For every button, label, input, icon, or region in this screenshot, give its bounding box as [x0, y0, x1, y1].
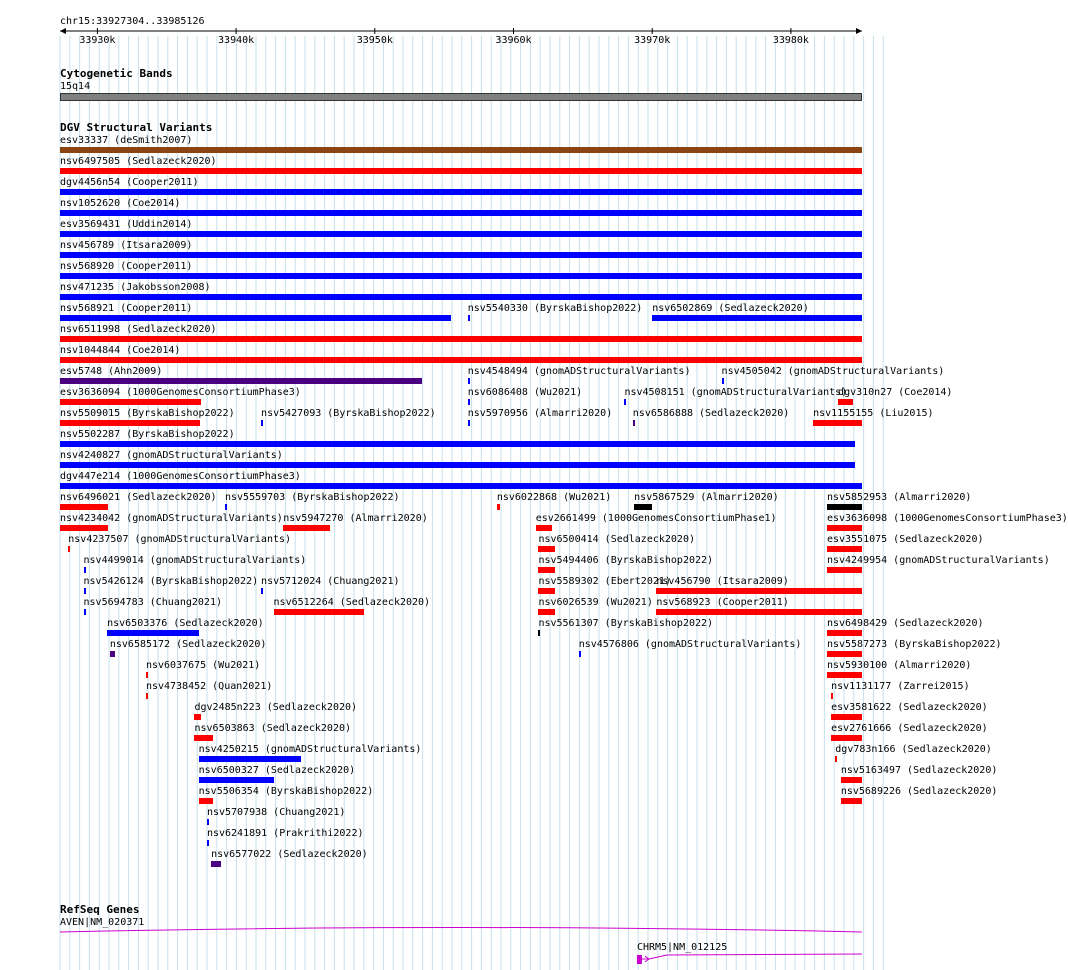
- sv-feature-bar[interactable]: [827, 546, 862, 552]
- sv-feature-label: dgv447e214 (1000GenomesConsortiumPhase3): [60, 471, 301, 482]
- sv-feature-bar[interactable]: [656, 609, 862, 615]
- sv-feature-label: nsv5707938 (Chuang2021): [206, 807, 346, 818]
- gene-line[interactable]: [637, 954, 862, 959]
- sv-feature-label: esv3581622 (Sedlazeck2020): [831, 702, 988, 713]
- sv-feature-label: nsv4237507 (gnomADStructuralVariants): [68, 534, 292, 545]
- sv-feature-label: nsv568921 (Cooper2011): [60, 303, 193, 314]
- sv-feature-bar[interactable]: [211, 861, 221, 867]
- sv-feature-bar[interactable]: [60, 168, 862, 174]
- sv-feature-bar[interactable]: [207, 819, 209, 825]
- sv-feature-label: nsv5930100 (Almarri2020): [826, 660, 972, 671]
- sv-feature-bar[interactable]: [194, 735, 212, 741]
- cytoband-label: 15q14: [60, 81, 91, 92]
- sv-feature-label: nsv5712024 (Chuang2021): [261, 576, 400, 587]
- sv-feature-label: nsv5506354 (ByrskaBishop2022): [198, 786, 374, 797]
- sv-feature-bar[interactable]: [827, 504, 862, 510]
- sv-feature-bar[interactable]: [652, 315, 862, 321]
- sv-feature-label: nsv6241891 (Prakrithi2022): [206, 828, 364, 839]
- sv-feature-bar[interactable]: [827, 651, 862, 657]
- sv-feature-bar[interactable]: [60, 189, 862, 195]
- sv-feature-label: nsv6512264 (Sedlazeck2020): [273, 597, 431, 608]
- sv-feature-label: nsv568923 (Cooper2011): [656, 597, 789, 608]
- sv-feature-bar[interactable]: [60, 231, 862, 237]
- sv-feature-bar[interactable]: [827, 567, 862, 573]
- sv-feature-label: nsv6496021 (Sedlazeck2020): [60, 492, 217, 503]
- sv-feature-label: nsv6586888 (Sedlazeck2020): [632, 408, 790, 419]
- sv-feature-bar[interactable]: [60, 336, 862, 342]
- track-title-cytobands: Cytogenetic Bands: [60, 67, 173, 80]
- sv-feature-bar[interactable]: [60, 399, 201, 405]
- sv-feature-label: nsv4499014 (gnomADStructuralVariants): [83, 555, 307, 566]
- sv-feature-label: nsv5867529 (Almarri2020): [634, 492, 779, 503]
- sv-feature-label: nsv5494406 (ByrskaBishop2022): [538, 555, 714, 566]
- sv-feature-bar[interactable]: [261, 420, 263, 426]
- sv-feature-label: nsv1044844 (Coe2014): [60, 345, 181, 356]
- sv-feature-label: nsv6497505 (Sedlazeck2020): [60, 156, 217, 167]
- sv-feature-label: dgv310n27 (Coe2014): [838, 387, 953, 398]
- sv-feature-label: nsv5426124 (ByrskaBishop2022): [83, 576, 259, 587]
- sv-feature-bar[interactable]: [60, 420, 200, 426]
- sv-feature-label: nsv6086408 (Wu2021): [467, 387, 583, 398]
- sv-feature-bar[interactable]: [84, 588, 86, 594]
- sv-feature-bar[interactable]: [838, 399, 853, 405]
- sv-feature-label: nsv5163497 (Sedlazeck2020): [840, 765, 998, 776]
- gene-label: CHRM5|NM_012125: [636, 942, 728, 953]
- sv-feature-bar[interactable]: [199, 756, 302, 762]
- sv-feature-bar[interactable]: [60, 252, 862, 258]
- sv-feature-label: nsv4738452 (Quan2021): [145, 681, 273, 692]
- sv-feature-bar[interactable]: [107, 630, 199, 636]
- sv-feature-label: esv3636098 (1000GenomesConsortiumPhase3): [826, 513, 1068, 524]
- sv-feature-bar[interactable]: [60, 315, 451, 321]
- sv-feature-label: nsv4576806 (gnomADStructuralVariants): [578, 639, 802, 650]
- sv-feature-label: nsv5589302 (Ebert2021): [538, 576, 671, 587]
- ruler-tick-label: 33980k: [772, 35, 809, 46]
- sv-feature-label: nsv4508151 (gnomADStructuralVariants): [624, 387, 848, 398]
- sv-feature-label: nsv6502869 (Sedlazeck2020): [652, 303, 809, 314]
- sv-feature-label: dgv2485n223 (Sedlazeck2020): [194, 702, 358, 713]
- sv-feature-label: nsv568920 (Cooper2011): [60, 261, 193, 272]
- sv-feature-bar[interactable]: [60, 147, 862, 153]
- sv-feature-label: esv33337 (deSmith2007): [60, 135, 193, 146]
- sv-feature-bar[interactable]: [207, 840, 209, 846]
- sv-feature-bar[interactable]: [831, 735, 862, 741]
- sv-feature-label: nsv5689226 (Sedlazeck2020): [840, 786, 998, 797]
- sv-feature-bar[interactable]: [827, 630, 862, 636]
- ruler-tick-label: 33960k: [495, 35, 532, 46]
- sv-feature-bar[interactable]: [199, 777, 274, 783]
- sv-feature-bar[interactable]: [468, 420, 470, 426]
- sv-feature-label: esv2761666 (Sedlazeck2020): [831, 723, 988, 734]
- sv-feature-label: nsv6503376 (Sedlazeck2020): [107, 618, 264, 629]
- sv-feature-bar[interactable]: [283, 525, 330, 531]
- sv-feature-label: esv3569431 (Uddin2014): [60, 219, 193, 230]
- sv-feature-label: nsv4240827 (gnomADStructuralVariants): [60, 450, 283, 461]
- sv-feature-label: nsv1052620 (Coe2014): [60, 198, 181, 209]
- sv-feature-label: esv2661499 (1000GenomesConsortiumPhase1): [535, 513, 777, 524]
- ruler-arrow: [60, 28, 66, 34]
- sv-feature-bar[interactable]: [84, 609, 86, 615]
- sv-feature-bar[interactable]: [538, 609, 555, 615]
- gene-label: AVEN|NM_020371: [60, 917, 145, 928]
- sv-feature-label: nsv1155155 (Liu2015): [813, 408, 934, 419]
- sv-feature-bar[interactable]: [274, 609, 364, 615]
- sv-feature-bar[interactable]: [146, 693, 148, 699]
- sv-feature-label: nsv6026539 (Wu2021): [538, 597, 653, 608]
- sv-feature-bar[interactable]: [60, 378, 422, 384]
- sv-feature-bar[interactable]: [60, 357, 862, 363]
- sv-feature-bar[interactable]: [538, 567, 555, 573]
- sv-feature-bar[interactable]: [199, 798, 213, 804]
- sv-feature-bar[interactable]: [60, 273, 862, 279]
- sv-feature-bar[interactable]: [624, 399, 626, 405]
- sv-feature-bar[interactable]: [60, 504, 108, 510]
- sv-feature-label: nsv6511998 (Sedlazeck2020): [60, 324, 217, 335]
- sv-feature-bar[interactable]: [110, 651, 116, 657]
- sv-feature-bar[interactable]: [656, 588, 862, 594]
- sv-feature-label: nsv6577022 (Sedlazeck2020): [211, 849, 368, 860]
- sv-feature-label: nsv5970956 (Almarri2020): [467, 408, 613, 419]
- sv-feature-label: dgv4456n54 (Cooper2011): [60, 177, 199, 188]
- sv-feature-bar[interactable]: [261, 588, 263, 594]
- sv-feature-label: nsv5561307 (ByrskaBishop2022): [538, 618, 714, 629]
- sv-feature-label: nsv1131177 (Zarrei2015): [831, 681, 970, 692]
- ruler-tick-label: 33970k: [634, 35, 671, 46]
- sv-feature-bar[interactable]: [841, 798, 862, 804]
- sv-feature-label: nsv4234042 (gnomADStructuralVariants): [60, 513, 283, 524]
- sv-feature-label: nsv5947270 (Almarri2020): [283, 513, 428, 524]
- sv-feature-bar[interactable]: [60, 462, 855, 468]
- sv-feature-label: nsv6503863 (Sedlazeck2020): [194, 723, 352, 734]
- sv-feature-bar[interactable]: [827, 525, 862, 531]
- ruler-tick-label: 33950k: [356, 35, 393, 46]
- sv-feature-bar[interactable]: [84, 567, 86, 573]
- sv-feature-bar[interactable]: [60, 294, 862, 300]
- sv-feature-bar[interactable]: [194, 714, 201, 720]
- sv-feature-bar[interactable]: [60, 483, 862, 489]
- sv-feature-label: nsv4249954 (gnomADStructuralVariants): [826, 555, 1050, 566]
- sv-feature-bar[interactable]: [536, 525, 553, 531]
- sv-feature-bar[interactable]: [831, 693, 833, 699]
- sv-feature-bar[interactable]: [835, 756, 837, 762]
- sv-feature-label: nsv5559703 (ByrskaBishop2022): [224, 492, 400, 503]
- sv-feature-label: nsv456790 (Itsara2009): [656, 576, 789, 587]
- sv-feature-bar[interactable]: [146, 672, 148, 678]
- sv-feature-bar[interactable]: [538, 630, 540, 636]
- sv-feature-label: nsv4250215 (gnomADStructuralVariants): [198, 744, 422, 755]
- sv-feature-bar[interactable]: [827, 672, 862, 678]
- sv-feature-label: nsv4505042 (gnomADStructuralVariants): [721, 366, 945, 377]
- sv-feature-bar[interactable]: [468, 378, 470, 384]
- cytoband-bar[interactable]: [60, 93, 862, 101]
- sv-feature-label: nsv5427093 (ByrskaBishop2022): [261, 408, 436, 419]
- sv-feature-label: nsv5502287 (ByrskaBishop2022): [60, 429, 235, 440]
- sv-feature-bar[interactable]: [538, 546, 555, 552]
- sv-feature-bar[interactable]: [722, 378, 724, 384]
- sv-feature-label: nsv5587273 (ByrskaBishop2022): [826, 639, 1002, 650]
- sv-feature-label: nsv5694783 (Chuang2021): [83, 597, 222, 608]
- sv-feature-label: esv3551075 (Sedlazeck2020): [826, 534, 984, 545]
- sv-feature-bar[interactable]: [497, 504, 500, 510]
- sv-feature-label: nsv6022868 (Wu2021): [496, 492, 612, 503]
- sv-feature-label: nsv6500327 (Sedlazeck2020): [198, 765, 356, 776]
- sv-feature-bar[interactable]: [468, 315, 470, 321]
- location-label: chr15:33927304..33985126: [60, 16, 205, 27]
- sv-feature-label: esv3636094 (1000GenomesConsortiumPhase3): [60, 387, 301, 398]
- sv-feature-label: dgv783n166 (Sedlazeck2020): [835, 744, 992, 755]
- sv-feature-bar[interactable]: [634, 504, 652, 510]
- sv-feature-bar[interactable]: [538, 588, 555, 594]
- sv-feature-bar[interactable]: [813, 420, 862, 426]
- sv-feature-bar[interactable]: [831, 714, 862, 720]
- sv-feature-bar[interactable]: [841, 777, 862, 783]
- sv-feature-label: nsv6037675 (Wu2021): [145, 660, 261, 671]
- sv-feature-label: esv5748 (Ahn2009): [60, 366, 163, 377]
- sv-feature-label: nsv6500414 (Sedlazeck2020): [538, 534, 695, 545]
- sv-feature-label: nsv4548494 (gnomADStructuralVariants): [467, 366, 691, 377]
- gene-line[interactable]: [60, 928, 862, 933]
- sv-feature-label: nsv6498429 (Sedlazeck2020): [826, 618, 984, 629]
- sv-feature-bar[interactable]: [60, 525, 108, 531]
- sv-feature-bar[interactable]: [68, 546, 70, 552]
- sv-feature-label: nsv456789 (Itsara2009): [60, 240, 193, 251]
- ruler-tick-label: 33930k: [79, 35, 116, 46]
- ruler-tick-label: 33940k: [218, 35, 255, 46]
- sv-feature-bar[interactable]: [468, 399, 470, 405]
- track-title-dgv: DGV Structural Variants: [60, 121, 213, 134]
- sv-feature-label: nsv6585172 (Sedlazeck2020): [109, 639, 267, 650]
- sv-feature-bar[interactable]: [633, 420, 635, 426]
- sv-feature-bar[interactable]: [225, 504, 227, 510]
- sv-feature-bar[interactable]: [60, 441, 855, 447]
- ruler-arrow: [856, 28, 862, 34]
- sv-feature-label: nsv471235 (Jakobsson2008): [60, 282, 211, 293]
- sv-feature-label: nsv5852953 (Almarri2020): [826, 492, 972, 503]
- sv-feature-bar[interactable]: [60, 210, 862, 216]
- sv-feature-bar[interactable]: [579, 651, 581, 657]
- track-title-refseq: RefSeq Genes: [60, 903, 140, 916]
- sv-feature-label: nsv5540330 (ByrskaBishop2022): [467, 303, 643, 314]
- sv-feature-label: nsv5509015 (ByrskaBishop2022): [60, 408, 235, 419]
- gene-exon[interactable]: [637, 955, 642, 964]
